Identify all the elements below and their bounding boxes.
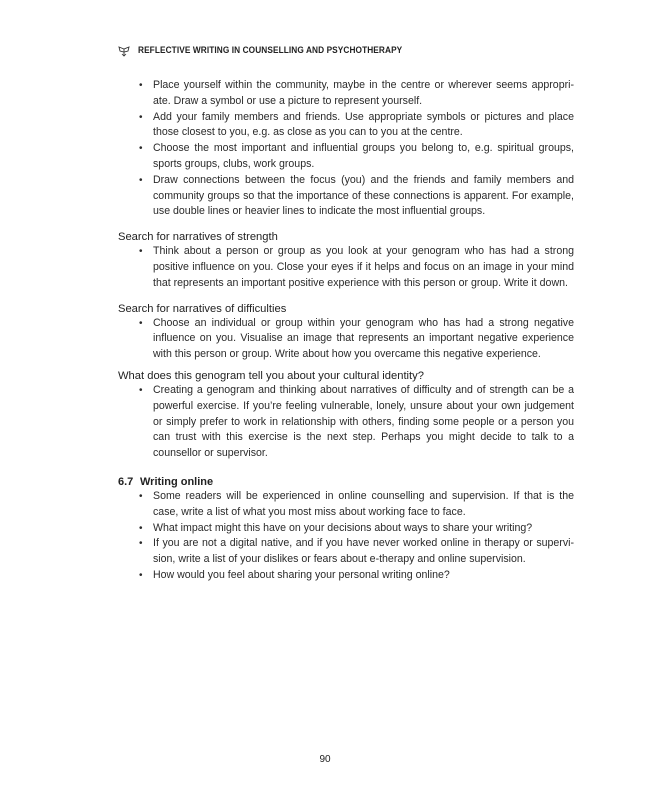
section-heading <box>118 475 574 489</box>
list-item: • Choose the most important and influential groups you belong to, e.g. spiritual groups, sports groups, clubs, work groups. <box>139 142 574 170</box>
list-item-text: Creating a genogram and thinking about narratives of difficulty and of strength can be a powerful exercise. If you’re feeling vulnerable, lonely, unsure about your own judgement or simply prefer to work in relationship with others, finding some people or a person you can trust with this exercise is the next step. Perhaps you might decide to talk to a counsellor or supervisor. <box>153 383 574 460</box>
list-item: • Think about a person or group as you look at your genogram who has had a strong positive influence on you. Close your eyes if it helps and focus on an image in your mind that represents an important positive experience with this person or group. Write it down. <box>139 245 574 289</box>
list-item-text: Draw connections between the focus (you) and the friends and family members and community groups so that the importance of these connections is apparent. For example, use double lines or heavier lines to indicate the most influential groups. <box>153 173 574 218</box>
list-item-text: Add your family members and friends. Use appropriate symbols or pictures and place those closest to you, e.g. as close as you can to you at the centre. <box>153 110 574 139</box>
list-item: • Add your family members and friends. Use appropriate symbols or pictures and place those closest to you, e.g. as close as you can to you at the centre. <box>139 110 574 139</box>
difficulties-bullet-list <box>118 316 574 363</box>
section-number: 6.7 <box>118 475 134 488</box>
list-item: • What impact might this have on your decisions about ways to share your writing? <box>139 521 533 534</box>
strength-heading: Search for narratives of strength <box>118 231 278 244</box>
list-item: • How would you feel about sharing your personal writing online? <box>139 568 450 581</box>
list-item-text: Place yourself within the community, maybe in the centre or wherever seems appropri-ate. Draw a symbol or use a picture to represent yourself. <box>153 79 574 107</box>
running-head <box>118 44 425 56</box>
list-item-text: Choose an individual or group within your genogram who has had a strong negative influence on you. Visualise an image that represents an important negative experience with this person or group. Write about how you overcame this negative experience. <box>153 316 574 361</box>
list-item: • Creating a genogram and thinking about narratives of difficulty and of strength can be a powerful exercise. If you’re feeling vulnerable, lonely, unsure about your own judgement or simply prefer to work in relationship with others, finding some people or a person you can trust with this exercise is the next step. Perhaps you might decide to talk to a counsellor or supervisor. <box>139 383 574 460</box>
list-item-text: Choose the most important and influential groups you belong to, e.g. spiritual groups, sports groups, clubs, work groups. <box>153 142 574 170</box>
difficulties-heading: Search for narratives of difficulties <box>118 302 287 315</box>
list-item-text: Some readers will be experienced in online counselling and supervision. If that is the case, write a list of what you most miss about working face to face. <box>153 489 574 518</box>
list-item-text: Think about a person or group as you look at your genogram who has had a strong positive influence on you. Close your eyes if it helps and focus on an image in your mind that represents an important positive experience with this person or group. Write it down. <box>153 245 574 289</box>
identity-bullet-list <box>118 383 574 462</box>
page-content <box>118 78 574 584</box>
list-item: • Some readers will be experienced in online counselling and supervision. If that is the case, write a list of what you most miss about working face to face. <box>139 489 574 518</box>
list-item: • Place yourself within the community, maybe in the centre or wherever seems appropri-ate. Draw a symbol or use a picture to represent yourself. <box>139 79 574 107</box>
list-item: • If you are not a digital native, and if you have never worked online in therapy or supervi-sion, write a list of your dislikes or fears about e-therapy and online supervision. <box>139 537 574 566</box>
book-quill-icon <box>118 44 130 56</box>
writing-online-bullet-list <box>118 489 574 584</box>
section-title: Writing online <box>140 475 214 488</box>
list-item-text: If you are not a digital native, and if you have never worked online in therapy or supervi-sion, write a list of your dislikes or fears about e-therapy and online supervision. <box>153 537 574 566</box>
list-item-text: How would you feel about sharing your personal writing online? <box>153 568 450 581</box>
intro-bullet-list <box>118 78 574 220</box>
list-item: • Choose an individual or group within your genogram who has had a strong negative influence on you. Visualise an image that represents an important negative experience with this person or group. Write about how you overcame this negative experience. <box>139 316 574 361</box>
identity-heading: What does this genogram tell you about your cultural identity? <box>118 369 424 382</box>
page-number: 90 <box>319 754 331 765</box>
list-item-text: What impact might this have on your decisions about ways to share your writing? <box>153 521 533 534</box>
strength-bullet-list <box>118 244 574 291</box>
running-head-title: REFLECTIVE WRITING IN COUNSELLING AND PSYCHOTHERAPY <box>138 45 403 55</box>
list-item: • Draw connections between the focus (you) and the friends and family members and community groups so that the importance of these connections is apparent. For example, use double lines or heavier lines to indicate the most influential groups. <box>139 173 574 218</box>
